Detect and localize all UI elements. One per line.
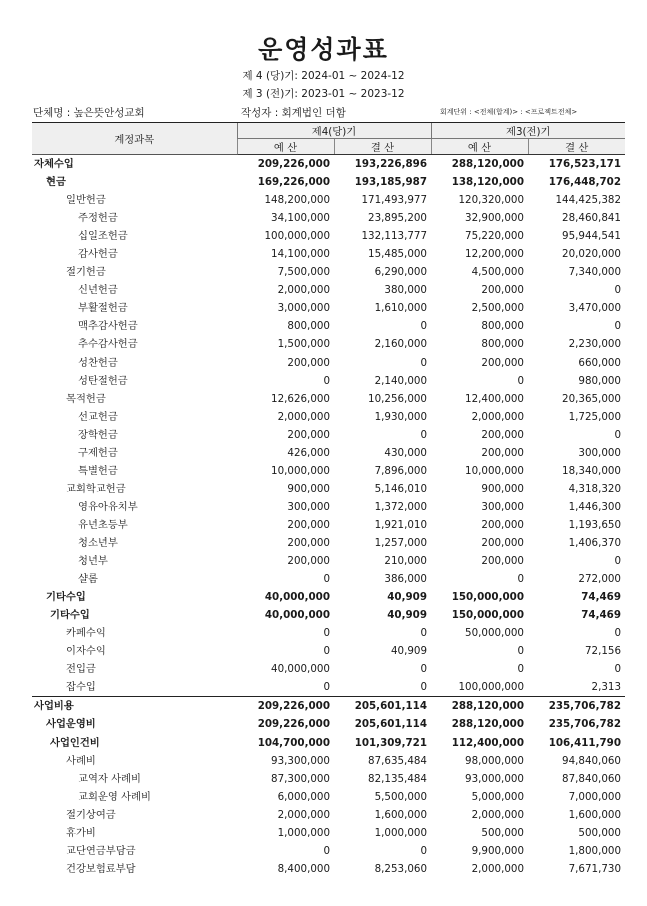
current-budget-cell: 0 (323, 645, 330, 658)
previous-budget-cell: 200,000 (481, 428, 524, 441)
previous-actual-cell: 0 (614, 627, 621, 640)
account-name-cell: 특별헌금 (78, 464, 118, 477)
previous-actual-cell: 7,000,000 (568, 790, 621, 803)
previous-actual-cell: 2,230,000 (568, 338, 621, 351)
table-row (32, 534, 625, 552)
account-name-cell: 현금 (46, 176, 66, 189)
current-budget-cell: 169,226,000 (257, 176, 330, 189)
previous-actual-cell: 1,406,370 (568, 537, 621, 549)
previous-actual-cell: 1,725,000 (568, 410, 621, 423)
table-row (32, 480, 625, 498)
previous-budget-cell: 12,400,000 (465, 392, 524, 405)
current-budget-cell: 148,200,000 (264, 194, 330, 207)
table-row (32, 642, 625, 660)
table-row (32, 335, 625, 353)
current-budget-cell: 12,626,000 (271, 392, 330, 405)
table-row (32, 752, 625, 770)
table-row (32, 444, 625, 462)
previous-actual-cell: 272,000 (578, 573, 621, 586)
table-row (32, 715, 625, 733)
current-actual-cell: 101,309,721 (354, 736, 427, 749)
account-name-cell: 영유아유치부 (78, 500, 138, 513)
current-actual-cell: 1,257,000 (374, 537, 427, 549)
account-name-cell: 청소년부 (78, 537, 118, 549)
current-budget-cell: 3,000,000 (277, 302, 330, 315)
period-previous: 제 3 (전)기: 2023-01 ~ 2023-12 (242, 88, 405, 100)
current-budget-cell: 104,700,000 (257, 736, 330, 749)
previous-budget-header: 예 산 (431, 139, 528, 155)
account-header: 계정과목 (32, 123, 237, 155)
current-actual-cell: 193,226,896 (334, 155, 431, 174)
previous-actual-cell: 74,469 (581, 609, 621, 622)
current-actual-cell: 7,896,000 (374, 464, 427, 477)
current-budget-cell: 2,000,000 (277, 410, 330, 423)
table-row (32, 516, 625, 534)
table-row (32, 770, 625, 788)
previous-actual-cell: 7,340,000 (568, 266, 621, 279)
current-budget-cell: 100,000,000 (264, 230, 330, 243)
previous-budget-cell: 0 (517, 663, 524, 676)
account-name-cell: 감사헌금 (78, 248, 118, 261)
previous-actual-cell: 1,800,000 (568, 844, 621, 857)
table-row (32, 354, 625, 372)
current-actual-cell: 0 (420, 663, 427, 676)
previous-period-header: 제3(전)기 (431, 123, 625, 139)
current-actual-cell: 380,000 (384, 284, 427, 297)
current-actual-cell: 1,921,010 (374, 518, 427, 531)
account-name-cell: 청년부 (78, 555, 108, 568)
account-name-cell: 사업비용 (32, 697, 237, 716)
current-budget-cell: 40,000,000 (264, 609, 330, 622)
current-budget-cell: 0 (323, 681, 330, 694)
current-actual-cell: 40,909 (387, 591, 427, 604)
previous-budget-cell: 4,500,000 (471, 266, 524, 279)
previous-actual-header: 결 산 (528, 139, 625, 155)
account-name-cell: 성탄절헌금 (78, 374, 128, 387)
account-name-cell: 기타수입 (46, 591, 86, 604)
table-row (32, 697, 625, 716)
previous-budget-cell: 200,000 (481, 356, 524, 369)
current-budget-cell: 200,000 (287, 428, 330, 441)
previous-budget-cell: 0 (517, 374, 524, 387)
previous-budget-cell: 500,000 (481, 826, 524, 839)
previous-actual-cell: 0 (614, 428, 621, 441)
previous-actual-cell: 4,318,320 (568, 482, 621, 495)
table-row (32, 824, 625, 842)
current-actual-cell: 1,000,000 (374, 826, 427, 839)
current-actual-cell: 171,493,977 (361, 194, 427, 207)
current-budget-cell: 0 (323, 627, 330, 640)
previous-budget-cell: 288,120,000 (431, 155, 528, 174)
account-name-cell: 장학헌금 (78, 428, 118, 441)
current-actual-cell: 1,930,000 (374, 410, 427, 423)
table-row (32, 263, 625, 281)
previous-actual-cell: 0 (614, 555, 621, 568)
current-actual-cell: 8,253,060 (374, 862, 427, 875)
account-name-cell: 유년초등부 (78, 518, 128, 531)
current-period-header: 제4(당)기 (237, 123, 431, 139)
account-name-cell: 사업운영비 (46, 718, 96, 731)
previous-budget-cell: 2,000,000 (471, 862, 524, 875)
current-actual-cell: 210,000 (384, 555, 427, 568)
current-budget-cell: 93,300,000 (271, 754, 330, 767)
account-name-cell: 목적헌금 (66, 392, 106, 405)
previous-budget-cell: 150,000,000 (451, 591, 524, 604)
current-budget-cell: 426,000 (287, 446, 330, 459)
current-actual-cell: 23,895,200 (368, 212, 427, 225)
account-name-cell: 절기상여금 (66, 808, 116, 821)
table-body (32, 155, 625, 878)
current-actual-cell: 193,185,987 (354, 176, 427, 189)
table-row (32, 408, 625, 426)
previous-budget-cell: 150,000,000 (451, 609, 524, 622)
previous-actual-cell: 28,460,841 (562, 212, 621, 225)
previous-actual-cell: 20,365,000 (562, 392, 621, 405)
previous-actual-cell: 74,469 (581, 591, 621, 604)
account-name-cell: 자체수입 (32, 155, 237, 174)
current-budget-cell: 2,000,000 (277, 808, 330, 821)
previous-actual-cell: 176,448,702 (548, 176, 621, 189)
current-budget-cell: 40,000,000 (271, 663, 330, 676)
table-row (32, 734, 625, 752)
previous-actual-cell: 3,470,000 (568, 302, 621, 315)
account-name-cell: 교회운영 사례비 (78, 790, 151, 803)
previous-budget-cell: 200,000 (481, 518, 524, 531)
account-name-cell: 전입금 (66, 663, 96, 676)
previous-budget-cell: 32,900,000 (465, 212, 524, 225)
current-budget-cell: 0 (323, 844, 330, 857)
current-actual-cell: 0 (420, 681, 427, 694)
previous-actual-cell: 0 (614, 663, 621, 676)
account-name-cell: 기타수입 (50, 609, 90, 622)
account-name-cell: 추수감사헌금 (78, 338, 138, 351)
current-budget-cell: 209,226,000 (257, 718, 330, 731)
table-row (32, 788, 625, 806)
previous-budget-cell: 200,000 (481, 537, 524, 549)
previous-actual-cell: 176,523,171 (528, 155, 625, 174)
current-actual-cell: 132,113,777 (361, 230, 427, 243)
previous-actual-cell: 0 (614, 284, 621, 297)
previous-actual-cell: 7,671,730 (568, 862, 621, 875)
previous-actual-cell: 235,706,782 (548, 718, 621, 731)
current-actual-cell: 205,601,114 (334, 697, 431, 716)
table-row (32, 426, 625, 444)
previous-actual-cell: 72,156 (584, 645, 621, 658)
previous-budget-cell: 800,000 (481, 338, 524, 351)
previous-budget-cell: 2,000,000 (471, 410, 524, 423)
table-row (32, 678, 625, 697)
table-row (32, 372, 625, 390)
current-budget-cell: 10,000,000 (271, 464, 330, 477)
table-row (32, 390, 625, 408)
previous-budget-cell: 200,000 (481, 284, 524, 297)
current-actual-cell: 2,160,000 (374, 338, 427, 351)
table-row (32, 588, 625, 606)
previous-budget-cell: 12,200,000 (465, 248, 524, 261)
previous-budget-cell: 50,000,000 (465, 627, 524, 640)
current-budget-cell: 209,226,000 (237, 155, 334, 174)
current-budget-cell: 6,000,000 (277, 790, 330, 803)
account-name-cell: 교단연금부담금 (66, 844, 136, 857)
current-actual-cell: 5,146,010 (374, 482, 427, 495)
account-name-cell: 샬롬 (78, 573, 98, 586)
account-name-cell: 절기헌금 (66, 266, 106, 279)
previous-actual-cell: 2,313 (591, 681, 621, 694)
account-name-cell: 성찬헌금 (78, 356, 118, 369)
previous-actual-cell: 1,600,000 (568, 808, 621, 821)
previous-actual-cell: 300,000 (578, 446, 621, 459)
current-actual-header: 결 산 (334, 139, 431, 155)
account-name-cell: 일반헌금 (66, 194, 106, 207)
current-actual-cell: 0 (420, 356, 427, 369)
current-budget-header: 예 산 (237, 139, 334, 155)
table-row (32, 173, 625, 191)
account-name-cell: 사례비 (66, 754, 96, 767)
previous-actual-cell: 94,840,060 (562, 754, 621, 767)
current-actual-cell: 10,256,000 (368, 392, 427, 405)
current-actual-cell: 82,135,484 (368, 772, 427, 785)
accounting-unit: 회계단위 : <전체(합계)> : <프로젝트전체> (440, 108, 578, 116)
previous-actual-cell: 106,411,790 (548, 736, 621, 749)
previous-budget-cell: 10,000,000 (465, 464, 524, 477)
current-actual-cell: 430,000 (384, 446, 427, 459)
current-budget-cell: 200,000 (287, 518, 330, 531)
account-name-cell: 신년헌금 (78, 284, 118, 297)
table-row (32, 281, 625, 299)
previous-actual-cell: 20,020,000 (562, 248, 621, 261)
previous-budget-cell: 2,000,000 (471, 808, 524, 821)
current-budget-cell: 209,226,000 (237, 697, 334, 716)
current-actual-cell: 1,610,000 (374, 302, 427, 315)
previous-budget-cell: 112,400,000 (451, 736, 524, 749)
account-name-cell: 건강보험료부담 (66, 862, 136, 875)
organization-name: 단체명 : 높은뜻안성교회 (33, 107, 145, 119)
account-name-cell: 구제헌금 (78, 446, 118, 459)
current-actual-cell: 386,000 (384, 573, 427, 586)
previous-actual-cell: 87,840,060 (562, 772, 621, 785)
current-actual-cell: 1,372,000 (374, 500, 427, 513)
table-row (32, 660, 625, 678)
previous-budget-cell: 120,320,000 (458, 194, 524, 207)
current-actual-cell: 40,909 (387, 609, 427, 622)
previous-actual-cell: 1,446,300 (568, 500, 621, 513)
table-row (32, 245, 625, 263)
previous-budget-cell: 2,500,000 (471, 302, 524, 315)
account-name-cell: 휴가비 (66, 826, 96, 839)
author-name: 작성자 : 회계법인 더함 (241, 107, 346, 119)
previous-budget-cell: 0 (517, 573, 524, 586)
account-name-cell: 잡수입 (66, 681, 96, 694)
previous-actual-cell: 235,706,782 (528, 697, 625, 716)
table-row (32, 570, 625, 588)
account-name-cell: 사업인건비 (50, 736, 100, 749)
operating-results-table (32, 122, 625, 878)
previous-budget-cell: 900,000 (481, 482, 524, 495)
previous-budget-cell: 75,220,000 (465, 230, 524, 243)
previous-actual-cell: 144,425,382 (555, 194, 621, 207)
current-budget-cell: 900,000 (287, 482, 330, 495)
account-name-cell: 교역자 사례비 (78, 772, 141, 785)
current-budget-cell: 34,100,000 (271, 212, 330, 225)
previous-actual-cell: 500,000 (578, 826, 621, 839)
current-budget-cell: 8,400,000 (277, 862, 330, 875)
account-name-cell: 교회학교헌금 (66, 482, 126, 495)
account-name-cell: 십일조헌금 (78, 230, 128, 243)
previous-budget-cell: 200,000 (481, 446, 524, 459)
previous-actual-cell: 1,193,650 (568, 518, 621, 531)
table-row (32, 462, 625, 480)
previous-budget-cell: 288,120,000 (451, 718, 524, 731)
table-row (32, 317, 625, 335)
account-name-cell: 주정헌금 (78, 212, 118, 225)
current-budget-cell: 2,000,000 (277, 284, 330, 297)
previous-budget-cell: 200,000 (481, 555, 524, 568)
previous-budget-cell: 300,000 (481, 500, 524, 513)
previous-actual-cell: 95,944,541 (562, 230, 621, 243)
previous-actual-cell: 0 (614, 320, 621, 333)
table-row (32, 860, 625, 878)
table-row (32, 806, 625, 824)
current-actual-cell: 1,600,000 (374, 808, 427, 821)
previous-actual-cell: 980,000 (578, 374, 621, 387)
current-budget-cell: 200,000 (287, 356, 330, 369)
table-row (32, 498, 625, 516)
previous-budget-cell: 288,120,000 (431, 697, 528, 716)
current-actual-cell: 0 (420, 320, 427, 333)
table-row (32, 624, 625, 642)
current-budget-cell: 0 (323, 573, 330, 586)
current-actual-cell: 0 (420, 428, 427, 441)
current-budget-cell: 1,500,000 (277, 338, 330, 351)
current-actual-cell: 205,601,114 (354, 718, 427, 731)
table-row (32, 227, 625, 245)
table-row (32, 155, 625, 174)
current-actual-cell: 87,635,484 (368, 754, 427, 767)
table-row (32, 209, 625, 227)
current-actual-cell: 40,909 (390, 645, 427, 658)
current-actual-cell: 5,500,000 (374, 790, 427, 803)
table-row (32, 842, 625, 860)
previous-actual-cell: 660,000 (578, 356, 621, 369)
current-budget-cell: 200,000 (287, 537, 330, 549)
current-actual-cell: 2,140,000 (374, 374, 427, 387)
current-actual-cell: 6,290,000 (374, 266, 427, 279)
previous-budget-cell: 5,000,000 (471, 790, 524, 803)
previous-budget-cell: 0 (517, 645, 524, 658)
current-budget-cell: 0 (323, 374, 330, 387)
account-name-cell: 이자수익 (66, 645, 106, 658)
account-name-cell: 맥추감사헌금 (78, 320, 138, 333)
table-row (32, 606, 625, 624)
table-row (32, 552, 625, 570)
current-actual-cell: 0 (420, 627, 427, 640)
current-actual-cell: 15,485,000 (368, 248, 427, 261)
previous-budget-cell: 98,000,000 (465, 754, 524, 767)
table-row (32, 191, 625, 209)
previous-budget-cell: 138,120,000 (451, 176, 524, 189)
current-budget-cell: 7,500,000 (277, 266, 330, 279)
page-title: 운영성과표 (258, 35, 389, 64)
current-budget-cell: 300,000 (287, 500, 330, 513)
previous-actual-cell: 18,340,000 (562, 464, 621, 477)
account-name-cell: 부활절헌금 (78, 302, 128, 315)
current-budget-cell: 800,000 (287, 320, 330, 333)
previous-budget-cell: 93,000,000 (465, 772, 524, 785)
previous-budget-cell: 9,900,000 (471, 844, 524, 857)
previous-budget-cell: 100,000,000 (458, 681, 524, 694)
current-budget-cell: 14,100,000 (271, 248, 330, 261)
account-name-cell: 카페수익 (66, 627, 106, 640)
current-budget-cell: 40,000,000 (264, 591, 330, 604)
previous-budget-cell: 800,000 (481, 320, 524, 333)
table-row (32, 299, 625, 317)
current-budget-cell: 1,000,000 (277, 826, 330, 839)
current-budget-cell: 87,300,000 (271, 772, 330, 785)
account-name-cell: 선교헌금 (78, 410, 118, 423)
current-actual-cell: 0 (420, 844, 427, 857)
period-current: 제 4 (당)기: 2024-01 ~ 2024-12 (242, 70, 405, 82)
current-budget-cell: 200,000 (287, 555, 330, 568)
